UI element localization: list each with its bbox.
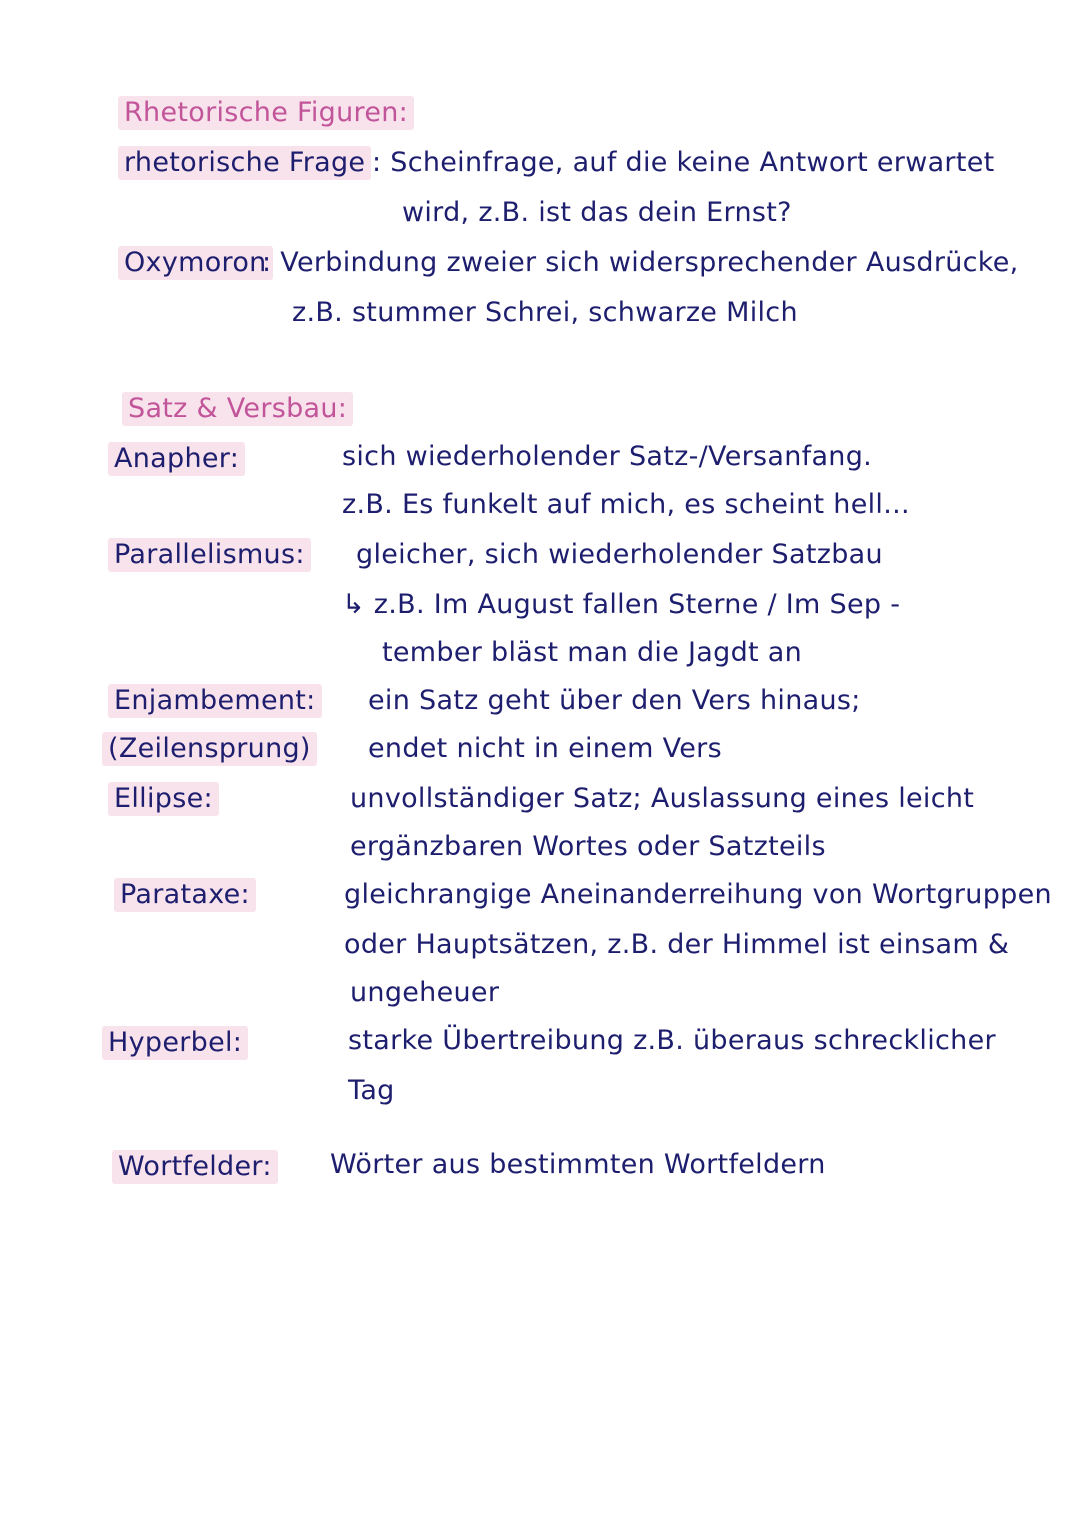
definition-line: z.B. Es funkelt auf mich, es scheint hell... [342, 489, 910, 520]
definition-line: gleicher, sich wiederholender Satzbau [356, 539, 883, 570]
definition-line: ungeheuer [350, 977, 500, 1008]
term-rhetorische-frage: rhetorische Frage [118, 146, 371, 180]
term-parallelismus: Parallelismus: [108, 538, 311, 572]
section-heading-rhetorische-figuren: Rhetorische Figuren: [118, 96, 414, 130]
term-anapher: Anapher: [108, 442, 245, 476]
definition-line: Wörter aus bestimmten Wortfeldern [330, 1149, 826, 1180]
definition-line: unvollständiger Satz; Auslassung eines leicht [350, 783, 975, 814]
section-heading-satz-versbau: Satz & Versbau: [122, 392, 353, 426]
definition-line: endet nicht in einem Vers [368, 733, 722, 764]
term-wortfelder: Wortfelder: [112, 1150, 278, 1184]
definition-line: : Verbindung zweier sich widersprechender Ausdrücke, [262, 247, 1019, 278]
term-enjambement: Enjambement: [108, 684, 322, 718]
definition-line: sich wiederholender Satz-/Versanfang. [342, 441, 873, 472]
definition-line: ↳ z.B. Im August fallen Sterne / Im Sep - [342, 589, 901, 620]
definition-line: oder Hauptsätzen, z.B. der Himmel ist einsam & [344, 929, 1010, 960]
term-hyperbel: Hyperbel: [102, 1026, 248, 1060]
term-oxymoron: Oxymoron [118, 246, 273, 280]
definition-line: ein Satz geht über den Vers hinaus; [368, 685, 861, 716]
definition-line: z.B. stummer Schrei, schwarze Milch [292, 297, 798, 328]
definition-line: Tag [348, 1075, 395, 1106]
definition-line: tember bläst man die Jagdt an [382, 637, 803, 668]
term-parataxe: Parataxe: [114, 878, 256, 912]
definition-line: : Scheinfrage, auf die keine Antwort erwartet [372, 147, 995, 178]
definition-line: wird, z.B. ist das dein Ernst? [402, 197, 792, 228]
term-ellipse: Ellipse: [108, 782, 219, 816]
definition-line: gleichrangige Aneinanderreihung von Wortgruppen [344, 879, 1052, 910]
definition-line: ergänzbaren Wortes oder Satzteils [350, 831, 826, 862]
term-zeilensprung: (Zeilensprung) [102, 732, 317, 766]
definition-line: starke Übertreibung z.B. überaus schrecklicher [348, 1025, 996, 1056]
